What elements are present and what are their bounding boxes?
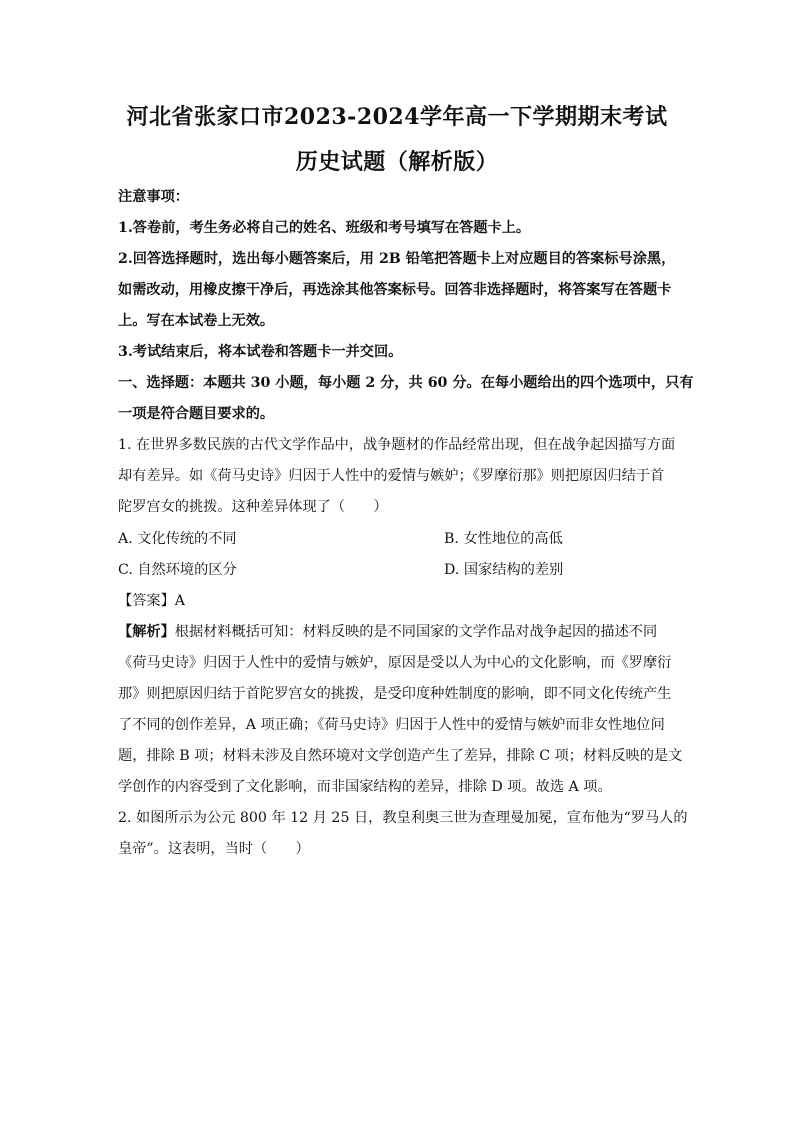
analysis-label: 【解析】 <box>118 624 175 640</box>
question-1-analysis-line-1 <box>118 622 678 642</box>
question-2-line-1: 2. 如图所示为公元 800 年 12 月 25 日，教皇利奥三世为查理曼加冕，宣布他为“罗马人的 <box>118 810 688 826</box>
question-1-option-a: A. 文化传统的不同 <box>118 531 237 547</box>
analysis-text: 根据材料概括可知：材料反映的是不同国家的文学作品对战争起因的描述不同 <box>174 624 658 640</box>
question-1-analysis-line-4: 了不同的创作差异，A 项正确；《荷马史诗》归因于人性中的爱情与嫉妒而非女性地位问 <box>118 717 665 733</box>
note-1: 1.答卷前，考生务必将自己的姓名、班级和考号填写在答题卡上。 <box>118 220 531 236</box>
notes-heading: 注意事项： <box>118 189 189 205</box>
note-2-line-2: 如需改动，用橡皮擦干净后，再选涂其他答案标号。回答非选择题时，将答案写在答题卡 <box>118 282 672 298</box>
question-1-analysis-line-6: 学创作的内容受到了文化影响，而非国家结构的差异，排除 D 项。故选 A 项。 <box>118 779 612 795</box>
question-1-option-b: B. 女性地位的高低 <box>444 531 563 547</box>
question-1-analysis-line-5: 题，排除 B 项；材料未涉及自然环境对文学创造产生了差异，排除 C 项；材料反映的是文 <box>118 748 683 764</box>
section-heading-line-1: 一、选择题：本题共 30 小题，每小题 2 分，共 60 分。在每小题给出的四个选项中，只有 <box>118 375 694 391</box>
document-title: 河北省张家口市2023-2024学年高一下学期期末考试 <box>126 104 668 130</box>
question-1-option-d: D. 国家结构的差别 <box>444 562 564 578</box>
note-2-line-3: 上。写在本试卷上无效。 <box>118 313 275 329</box>
question-1-analysis-line-2: 《荷马史诗》归因于人性中的爱情与嫉妒，原因是受以人为中心的文化影响，而《罗摩衍 <box>118 655 672 671</box>
note-2-line-1: 2.回答选择题时，选出每小题答案后，用 2B 铅笔把答题卡上对应题目的答案标号涂黑， <box>118 251 676 267</box>
question-1-option-c: C. 自然环境的区分 <box>118 562 237 578</box>
question-2-line-2: 皇帝”。这表明，当时（ ） <box>118 841 310 857</box>
section-heading-line-2: 一项是符合题目要求的。 <box>118 406 275 422</box>
question-1-analysis-line-3: 那》则把原因归结于首陀罗宫女的挑拨，是受印度种姓制度的影响，即不同文化传统产生 <box>118 686 672 702</box>
question-1-line-2: 却有差异。如《荷马史诗》归因于人性中的爱情与嫉妒；《罗摩衍那》则把原因归结于首 <box>118 468 665 484</box>
question-1-answer: 【答案】A <box>118 593 185 609</box>
note-3: 3.考试结束后，将本试卷和答题卡一并交回。 <box>118 344 403 360</box>
question-1-line-1: 1. 在世界多数民族的古代文学作品中，战争题材的作品经常出现，但在战争起因描写方面 <box>118 437 676 453</box>
document-subtitle: 历史试题（解析版） <box>295 149 499 175</box>
question-1-line-3: 陀罗宫女的挑拨。这种差异体现了（ ） <box>118 499 388 515</box>
